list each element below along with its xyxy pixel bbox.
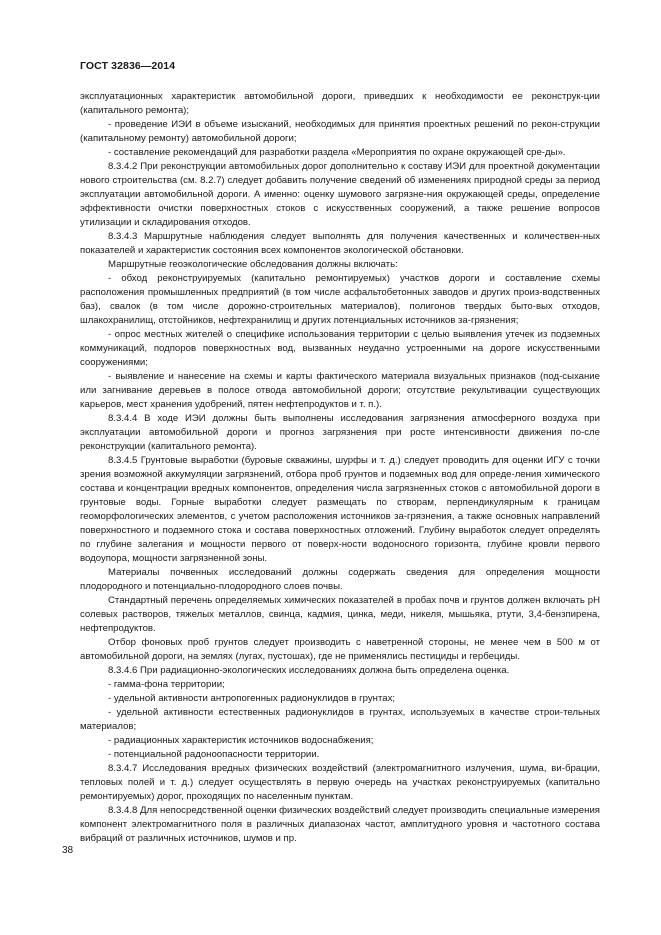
paragraph: 8.3.4.7 Исследования вредных физических воздействий (электромагнитного излучения, шума, ви-брации, тепловых полей и т. д.) следует осуществлять в первую очередь на участках реконструируемых (капитально ремонтируемых) дорог, проходящих по населенным пунктам. — [80, 763, 600, 802]
page-number: 38 — [62, 845, 74, 856]
paragraph: 8.3.4.3 Маршрутные наблюдения следует выполнять для получения качественных и количествен-ных показателей и характеристик состояния всех компонентов экологической обстановки. — [80, 231, 600, 256]
paragraph: 8.3.4.8 Для непосредственной оценки физических воздействий следует производить специальные измерения компонент электромагнитного поля в различных диапазонах частот, амплитудного уровня и частотного состава вибраций от различных источников, шумов и пр. — [80, 805, 600, 844]
document-header: ГОСТ 32836—2014 — [80, 60, 176, 72]
paragraph: эксплуатационных характеристик автомобильной дороги, приведших к необходимости ее реконструк-ции (капитального ремонта); — [80, 91, 600, 116]
paragraph: 8.3.4.6 При радиационно-экологических исследованиях должна быть определена оценка. — [108, 665, 510, 676]
paragraph: - опрос местных жителей о специфике использования территории с целью выявления утечек из подземных коммуникаций, подпоров поверхностных вод, вызванных неудачно устроенными на дороге искусственными сооружениями; — [80, 329, 600, 368]
paragraph: Материалы почвенных исследований должны содержать сведения для определения мощности плодородного и потенциально-плодородного слоев почвы. — [80, 567, 600, 592]
paragraph: Отбор фоновых проб грунтов следует производить с наветренной стороны, не менее чем в 500 м от автомобильной дороги, на землях (лугах, пустошах), где не применялись пестициды и гербециды. — [80, 637, 600, 662]
paragraph: - выявление и нанесение на схемы и карты фактического материала визуальных признаков (под-сыхание или загнивание деревьев в полосе отвода автомобильной дороги; отсутствие рекультивации существующих карьеров, мест хранения удобрений, пятен нефтепродуктов и т. п.). — [80, 371, 600, 410]
paragraph: - потенциальной радоноопасности территории. — [108, 749, 320, 760]
paragraph: 8.3.4.2 При реконструкции автомобильных дорог дополнительно к составу ИЭИ для проектной документации нового строительства (см. 8.2.7) следует добавить получение сведений об изменениях природной среды за период эксплуатации автомобильной дороги. А именно: оценку шумового загрязне-ния окружающей среды, определение эффективности очистки поверхностных стоков с искусственных сооружений, а также решение вопросов утилизации и складирования отходов. — [80, 161, 600, 228]
paragraph: - гамма-фона территории; — [108, 679, 225, 690]
paragraph: - удельной активности естественных радионуклидов в грунтах, используемых в качестве строи-тельных материалов; — [80, 707, 600, 732]
paragraph: Маршрутные геоэкологические обследования должны включать: — [108, 259, 398, 270]
paragraph: - удельной активности антропогенных радионуклидов в грунтах; — [108, 693, 396, 704]
paragraph: - обход реконструируемых (капитально ремонтируемых) участков дороги и составление схемы расположения промышленных предприятий (в том числе асфальтобетонных заводов и других произ-водственных баз), свалок (в том числе дорожно-строительных материалов), полигонов твердых быто-вых отходов, шлакохранилищ, отстойников, нефтехранилищ и других потенциальных источников за-грязнения; — [80, 273, 600, 326]
paragraph: 8.3.4.4 В ходе ИЭИ должны быть выполнены исследования загрязнения атмосферного воздуха при эксплуатации автомобильной дороги и прогноз загрязнения при росте интенсивности движения по-сле реконструкции (капитального ремонта). — [80, 413, 600, 452]
paragraph: - проведение ИЭИ в объеме изысканий, необходимых для принятия проектных решений по рекон-струкции (капитальному ремонту) автомобильной дороги; — [80, 119, 600, 144]
paragraph: - составление рекомендаций для разработки раздела «Мероприятия по охране окружающей сре-ды». — [108, 147, 566, 158]
document-body — [80, 90, 600, 846]
paragraph: Стандартный перечень определяемых химических показателей в пробах почв и грунтов должен включать рН солевых растворов, тяжелых металлов, свинца, кадмия, цинка, меди, никеля, мышьяка, ртути, 3,4-бензпирена, нефтепродуктов. — [80, 595, 600, 634]
paragraph: - радиационных характеристик источников водоснабжения; — [108, 735, 374, 746]
paragraph: 8.3.4.5 Грунтовые выработки (буровые скважины, шурфы и т. д.) следует проводить для оценки ИГУ с точки зрения возможной аккумуляции загрязнений, отбора проб грунтов и подземных вод для опреде-ления химического состава и концентрации вредных компонентов, определения числа загрязненных стоков с автомобильной дороги в грунтовые воды. Горные выработки следует размещать по створам, перпендикулярным к границам геоморфологических элементов, с учетом расположения источников за-грязнения, а также основных направлений поверхностного и подземного стока и состава поверхностных отложений. Глубину выработок следует определять по глубине залегания и мощности первого от поверх-ности водоносного горизонта, глубине кровли первого водоупора, мощности загрязненной зоны. — [80, 455, 600, 564]
